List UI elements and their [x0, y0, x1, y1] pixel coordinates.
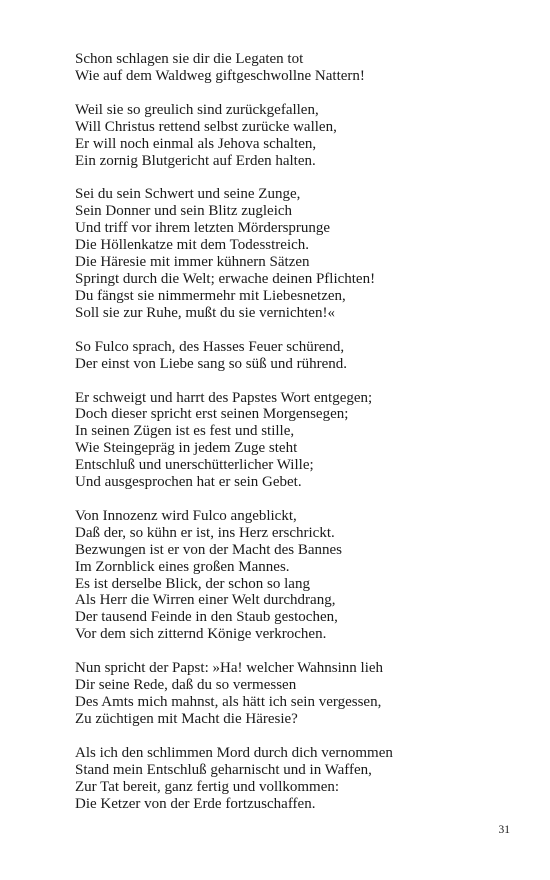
poem-text [75, 51, 515, 829]
page-number: 31 [498, 824, 510, 836]
verse-line: Sei du sein Schwert und seine Zunge, [75, 186, 301, 203]
verse-line: Des Amts mich mahnst, als hätt ich sein vergessen, [75, 694, 382, 710]
verse-line: Er schweigt und harrt des Papstes Wort entgegen; [75, 389, 373, 406]
verse-line: Bezwungen ist er von der Macht des Bannes [75, 541, 343, 558]
verse-line: Von Innozenz wird Fulco angeblickt, [75, 507, 297, 524]
verse-line: Springt durch die Welt; erwache deinen Pflichten! [75, 270, 376, 287]
verse-line: Soll sie zur Ruhe, mußt du sie vernichten!« [75, 304, 335, 321]
verse-line: Wie Steingepräg in jedem Zuge steht [75, 440, 298, 457]
stanza [75, 51, 515, 85]
verse-line: Nun spricht der Papst: »Ha! welcher Wahnsinn lieh [75, 660, 384, 677]
stanza [75, 186, 515, 321]
verse-line: Entschluß und unerschütterlicher Wille; [75, 457, 314, 474]
verse-line: Die Häresie mit immer kühnern Sätzen [75, 254, 310, 271]
verse-line: Und ausgesprochen hat er sein Gebet. [75, 474, 302, 491]
stanza [75, 390, 515, 491]
verse-line: Ein zornig Blutgericht auf Erden halten. [75, 152, 316, 169]
stanza [75, 339, 515, 373]
verse-line: Der einst von Liebe sang so süß und rührend. [75, 355, 348, 372]
verse-line: Im Zornblick eines großen Mannes. [75, 558, 290, 575]
verse-line: Dir seine Rede, daß du so vermessen [75, 677, 297, 694]
verse-line: Daß der, so kühn er ist, ins Herz erschrickt. [75, 524, 335, 541]
verse-line: Vor dem sich zitternd Könige verkrochen. [75, 626, 327, 643]
verse-line: Weil sie so greulich sind zurückgefallen, [75, 101, 319, 118]
verse-line: Als ich den schlimmen Mord durch dich vernommen [75, 744, 393, 761]
verse-line: Zu züchtigen mit Macht die Häresie? [75, 710, 298, 727]
verse-line: Schon schlagen sie dir die Legaten tot [75, 51, 304, 67]
verse-line: Die Höllenkatze mit dem Todesstreich. [75, 237, 310, 254]
stanza [75, 660, 515, 728]
stanza [75, 102, 515, 170]
verse-line: Der tausend Feinde in den Staub gestochen, [75, 609, 338, 626]
verse-line: In seinen Zügen ist es fest und stille, [75, 423, 295, 440]
verse-line: So Fulco sprach, des Hasses Feuer schürend, [75, 338, 345, 355]
verse-line: Stand mein Entschluß geharnischt und in Waffen, [75, 761, 372, 778]
verse-line: Zur Tat bereit, ganz fertig und vollkommen: [75, 778, 340, 795]
verse-line: Will Christus rettend selbst zurücke wallen, [75, 118, 337, 135]
verse-line: Wie auf dem Waldweg giftgeschwollne Nattern! [75, 67, 365, 84]
stanza [75, 508, 515, 643]
verse-line: Er will noch einmal als Jehova schalten, [75, 135, 317, 152]
verse-line: Und triff vor ihrem letzten Mördersprunge [75, 220, 331, 237]
verse-line: Als Herr die Wirren einer Welt durchdrang, [75, 592, 336, 609]
verse-line: Doch dieser spricht erst seinen Morgensegen; [75, 406, 349, 423]
stanza [75, 745, 515, 813]
verse-line: Du fängst sie nimmermehr mit Liebesnetzen, [75, 287, 346, 304]
verse-line: Sein Donner und sein Blitz zugleich [75, 203, 293, 220]
verse-line: Die Ketzer von der Erde fortzuschaffen. [75, 795, 316, 812]
verse-line: Es ist derselbe Blick, der schon so lang [75, 575, 310, 592]
